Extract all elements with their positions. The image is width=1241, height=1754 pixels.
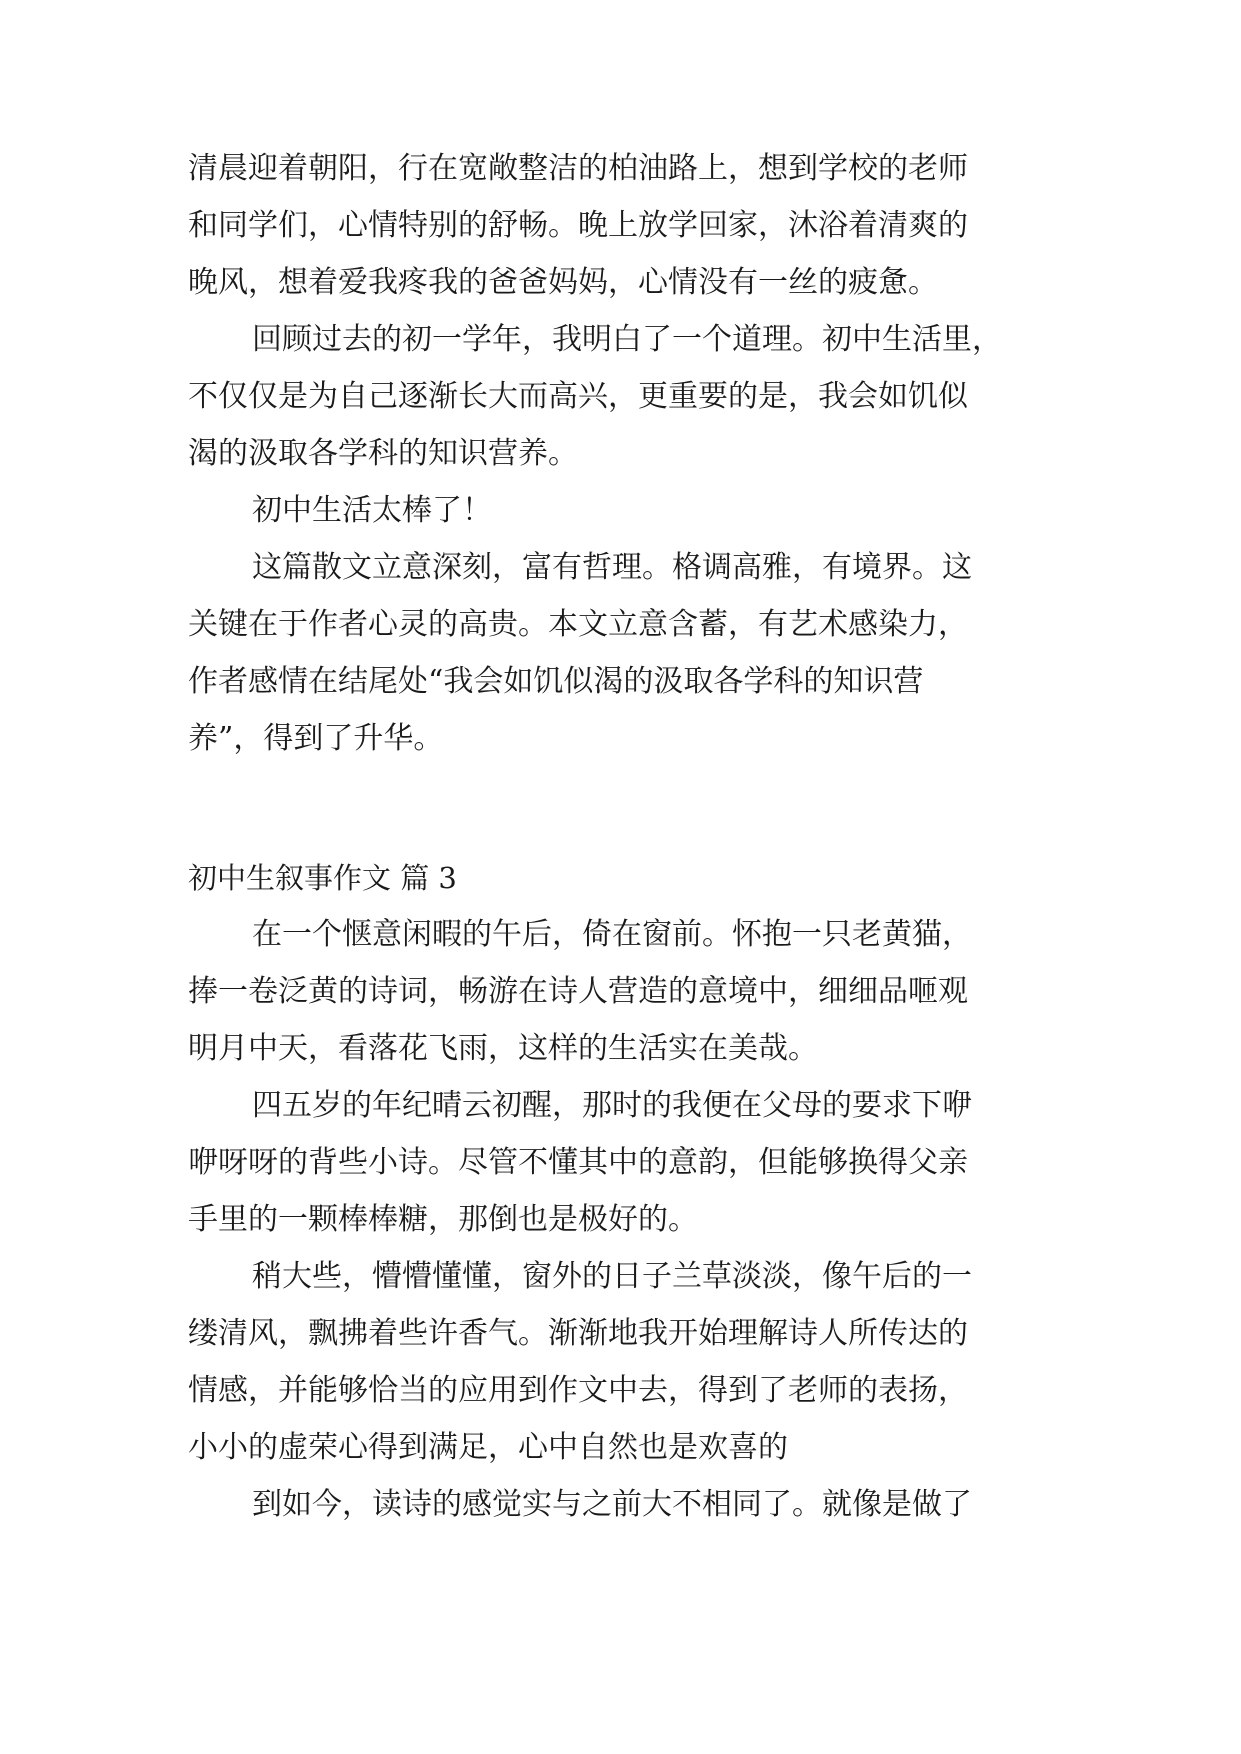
paragraph-line: 渴的汲取各学科的知识营养。: [188, 436, 578, 471]
paragraph-line: 手里的一颗棒棒糖，那倒也是极好的。: [188, 1202, 698, 1237]
paragraph-line: 小小的虚荣心得到满足，心中自然也是欢喜的: [188, 1430, 788, 1465]
paragraph-line: 和同学们，心情特别的舒畅。晚上放学回家，沐浴着清爽的: [188, 208, 968, 243]
paragraph-line: 作者感情在结尾处“我会如饥似渴的汲取各学科的知识营: [188, 664, 924, 699]
paragraph-line: 晚风，想着爱我疼我的爸爸妈妈，心情没有一丝的疲惫。: [188, 265, 938, 300]
paragraph-line: 不仅仅是为自己逐渐长大而高兴，更重要的是，我会如饥似: [188, 379, 968, 414]
paragraph-line: 明月中天，看落花飞雨，这样的生活实在美哉。: [188, 1031, 818, 1066]
paragraph-line: 这篇散文立意深刻，富有哲理。格调高雅，有境界。这: [252, 550, 972, 585]
paragraph-line: 初中生活太棒了！: [252, 493, 492, 528]
paragraph-line: 捧一卷泛黄的诗词，畅游在诗人营造的意境中，细细品咂观: [188, 974, 968, 1009]
section-heading: 初中生叙事作文 篇 3: [188, 861, 457, 895]
paragraph-line: 缕清风，飘拂着些许香气。渐渐地我开始理解诗人所传达的: [188, 1316, 968, 1351]
paragraph-line: 到如今，读诗的感觉实与之前大不相同了。就像是做了: [252, 1487, 972, 1522]
paragraph-line: 养”，得到了升华。: [188, 721, 444, 756]
paragraph-line: 稍大些，懵懵懂懂，窗外的日子兰草淡淡，像午后的一: [252, 1259, 972, 1294]
paragraph-line: 四五岁的年纪晴云初醒，那时的我便在父母的要求下咿: [252, 1088, 972, 1123]
paragraph-line: 清晨迎着朝阳，行在宽敞整洁的柏油路上，想到学校的老师: [188, 151, 968, 186]
paragraph-line: 在一个惬意闲暇的午后，倚在窗前。怀抱一只老黄猫，: [252, 917, 972, 952]
paragraph-line: 回顾过去的初一学年，我明白了一个道理。初中生活里，: [252, 322, 1002, 357]
paragraph-line: 情感，并能够恰当的应用到作文中去，得到了老师的表扬，: [188, 1373, 968, 1408]
paragraph-line: 咿呀呀的背些小诗。尽管不懂其中的意韵，但能够换得父亲: [188, 1145, 968, 1180]
paragraph-line: 关键在于作者心灵的高贵。本文立意含蓄，有艺术感染力，: [188, 607, 968, 642]
